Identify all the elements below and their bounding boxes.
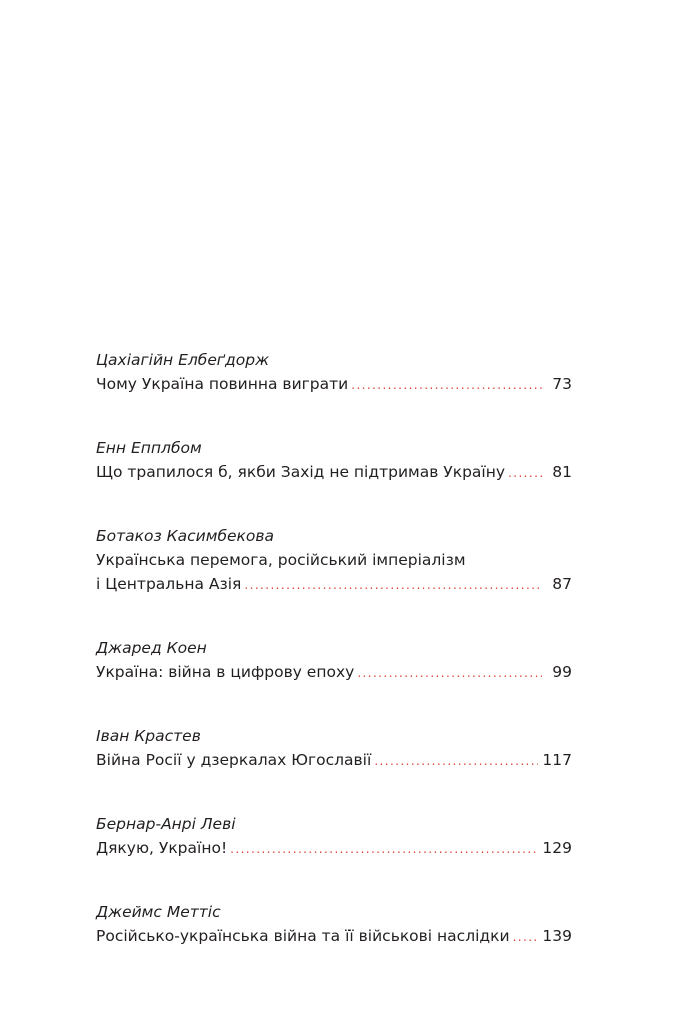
toc-author: Бернар-Анрі Леві (96, 815, 236, 833)
toc-page-number: 73 (552, 375, 572, 393)
toc-page-number: 117 (542, 751, 572, 769)
toc-entry (96, 636, 576, 684)
leader-dots (351, 373, 542, 397)
table-of-contents (96, 348, 576, 988)
leader-dots (357, 661, 542, 685)
leader-dots (230, 837, 538, 861)
toc-title-row[interactable] (96, 460, 576, 484)
toc-title: і Центральна Азія (96, 575, 242, 593)
toc-author: Ботакоз Касимбекова (96, 527, 275, 545)
toc-title: Україна: війна в цифрову епоху (96, 663, 355, 681)
toc-author: Енн Епплбом (96, 439, 202, 457)
toc-title: Що трапилося б, якби Захід не підтримав Україну (96, 463, 506, 481)
toc-entry (96, 900, 576, 948)
toc-page-number: 129 (542, 839, 572, 857)
toc-entry (96, 724, 576, 772)
toc-page-number: 87 (552, 575, 572, 593)
toc-author: Джеймс Меттіс (96, 903, 221, 921)
toc-entry (96, 812, 576, 860)
toc-title-row[interactable] (96, 748, 576, 772)
leader-dots (374, 749, 538, 773)
toc-page-number: 99 (552, 663, 572, 681)
toc-title: Війна Росії у дзеркалах Югославії (96, 751, 372, 769)
toc-author: Джаред Коен (96, 639, 207, 657)
toc-title: Дякую, Україно! (96, 839, 228, 857)
toc-page-number: 81 (552, 463, 572, 481)
leader-dots (244, 573, 542, 597)
toc-entry (96, 348, 576, 396)
leader-dots (508, 461, 542, 485)
toc-title-line[interactable]: Українська перемога, російський імперіалізм (96, 551, 466, 569)
toc-entry (96, 524, 576, 596)
toc-title-row[interactable] (96, 372, 576, 396)
toc-page-number: 139 (542, 927, 572, 945)
toc-title: Російсько-українська війна та її військові наслідки (96, 927, 510, 945)
toc-title-row[interactable] (96, 924, 576, 948)
toc-author: Іван Крастев (96, 727, 201, 745)
toc-title-row[interactable] (96, 572, 576, 596)
toc-author: Цахіагійн Елбеґдорж (96, 351, 270, 369)
toc-title-row[interactable] (96, 660, 576, 684)
toc-title-row[interactable] (96, 836, 576, 860)
leader-dots (513, 925, 539, 949)
toc-entry (96, 436, 576, 484)
toc-title: Чому Україна повинна виграти (96, 375, 349, 393)
